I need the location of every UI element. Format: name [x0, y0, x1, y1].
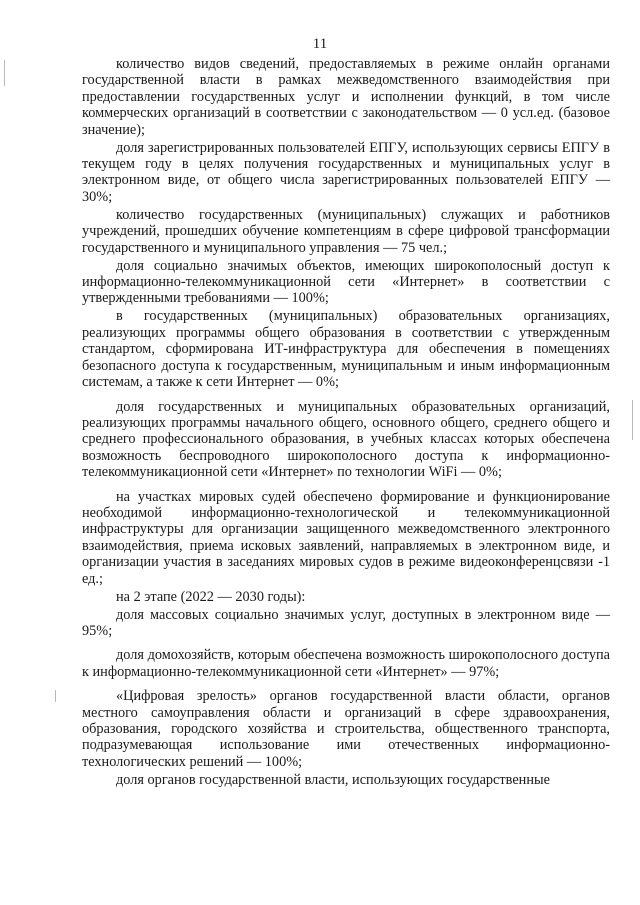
scan-edge-mark: [632, 400, 633, 440]
scan-edge-mark: [4, 60, 5, 86]
paragraph: на 2 этапе (2022 — 2030 годы):: [116, 588, 306, 605]
scan-edge-mark: [55, 690, 56, 702]
paragraph: доля домохозяйств, которым обеспечена возможность широкополосного доступа к информационно-телекоммуникационной сети «Интернет» — 97%;: [82, 647, 610, 680]
paragraph: доля государственных и муниципальных образовательных организаций, реализующих программы начального общего, основного общего, среднего общего и среднего профессионального образования, в учебных классах которых обеспечена возможность беспроводного широкополосного доступа к информационно-телекоммуникационной сети «Интернет» по технологии WiFi — 0%;: [82, 398, 610, 481]
paragraph: в государственных (муниципальных) образовательных организациях, реализующих программы общего образования в соответствии с утвержденным стандартом, сформирована ИТ-инфраструктура для обеспечения в помещениях безопасного доступа к государственным, муниципальным и иным информационным системам, а также к сети Интернет — 0%;: [82, 308, 610, 391]
paragraph: доля социально значимых объектов, имеющих широкополосный доступ к информационно-телекоммуникационной сети «Интернет» в соответствии с утвержденными требованиями — 100%;: [82, 257, 610, 307]
paragraph: на участках мировых судей обеспечено формирование и функционирование необходимой информационно-технологической и телекоммуникационной инфраструктуры для организации защищенного межведомственного электронного взаимодействия, приема исковых заявлений, направляемых в электронном виде, и организации участия в заседаниях мировых судов в режиме видеоконференцсвязи -1 ед.;: [82, 488, 610, 587]
paragraph: количество видов сведений, предоставляемых в режиме онлайн органами государственной власти в рамках межведомственного взаимодействия при предоставлении государственных услуг и исполнении функций, в том числе коммерческих организаций в соответствии с законодательством — 0 усл.ед. (базовое значение);: [82, 56, 610, 138]
paragraph: доля зарегистрированных пользователей ЕПГУ, использующих сервисы ЕПГУ в текущем году в целях получения государственных и муниципальных услуг в электронном виде, от общего числа зарегистрированных пользователей ЕПГУ — 30%;: [82, 139, 610, 205]
document-body: [82, 56, 610, 790]
paragraph: «Цифровая зрелость» органов государственной власти области, органов местного самоуправления области и организаций в сфере здравоохранения, образования, городского хозяйства и строительства, общественного транспорта, подразумевающая использование ими отечественных информационно-технологических решений — 100%;: [82, 688, 610, 770]
paragraph: доля массовых социально значимых услуг, доступных в электронном виде — 95%;: [82, 606, 610, 639]
paragraph: доля органов государственной власти, использующих государственные: [116, 771, 550, 788]
page-number: 11: [312, 36, 328, 52]
paragraph: количество государственных (муниципальных) служащих и работников учреждений, прошедших обучение компетенциям в сфере цифровой трансформации государственного и муниципального управления — 75 чел.;: [82, 206, 610, 256]
